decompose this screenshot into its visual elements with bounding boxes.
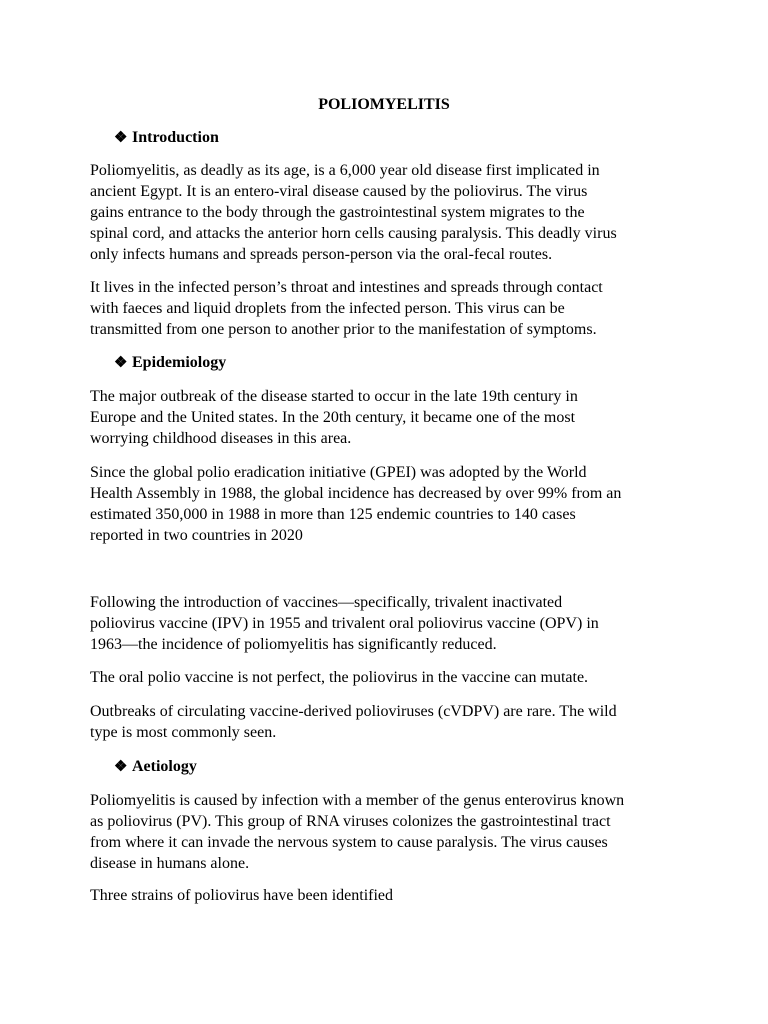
text-line: reported in two countries in 2020 <box>90 527 303 544</box>
paragraph-introduction-2 <box>90 277 690 340</box>
text-line: Health Assembly in 1988, the global incidence has decreased by over 99% from an <box>90 485 622 502</box>
text-line: gains entrance to the body through the gastrointestinal system migrates to the <box>90 204 585 221</box>
text-line: Poliomyelitis, as deadly as its age, is a 6,000 year old disease first implicated in <box>90 162 600 179</box>
paragraph-aetiology-2 <box>90 885 690 906</box>
text-line: transmitted from one person to another prior to the manifestation of symptoms. <box>90 321 597 338</box>
heading-aetiology-label: Aetiology <box>132 758 197 775</box>
text-line: poliovirus vaccine (IPV) in 1955 and trivalent oral poliovirus vaccine (OPV) in <box>90 615 599 632</box>
text-line: from where it can invade the nervous system to cause paralysis. The virus causes <box>90 834 608 851</box>
text-line: It lives in the infected person’s throat and intestines and spreads through contact <box>90 279 603 296</box>
text-line: as poliovirus (PV). This group of RNA viruses colonizes the gastrointestinal tract <box>90 813 611 830</box>
text-line: Following the introduction of vaccines—specifically, trivalent inactivated <box>90 594 563 611</box>
text-line: type is most commonly seen. <box>90 724 277 741</box>
diamond-bullet-icon: ❖ <box>114 355 128 371</box>
text-line: Since the global polio eradication initiative (GPEI) was adopted by the World <box>90 464 587 481</box>
paragraph-epidemiology-5 <box>90 701 690 743</box>
text-line: The major outbreak of the disease started to occur in the late 19th century in <box>90 388 578 405</box>
text-line: disease in humans alone. <box>90 855 250 872</box>
text-line: Three strains of poliovirus have been identified <box>90 887 394 904</box>
heading-epidemiology <box>114 353 226 373</box>
text-line: Europe and the United states. In the 20th century, it became one of the most <box>90 409 576 426</box>
text-line: The oral polio vaccine is not perfect, the poliovirus in the vaccine can mutate. <box>90 669 589 686</box>
heading-aetiology <box>114 757 197 777</box>
paragraph-epidemiology-1 <box>90 386 690 449</box>
text-line: with faeces and liquid droplets from the infected person. This virus can be <box>90 300 565 317</box>
paragraph-epidemiology-2 <box>90 462 690 546</box>
text-line: Outbreaks of circulating vaccine-derived polioviruses (cVDPV) are rare. The wild <box>90 703 617 720</box>
text-line: worrying childhood diseases in this area. <box>90 430 352 447</box>
text-line: spinal cord, and attacks the anterior horn cells causing paralysis. This deadly virus <box>90 225 617 242</box>
paragraph-introduction-1 <box>90 160 690 265</box>
text-line: Poliomyelitis is caused by infection with a member of the genus enterovirus known <box>90 792 625 809</box>
text-line: ancient Egypt. It is an entero-viral disease caused by the poliovirus. The virus <box>90 183 588 200</box>
text-line: only infects humans and spreads person-person via the oral-fecal routes. <box>90 246 553 263</box>
text-line: estimated 350,000 in 1988 in more than 125 endemic countries to 140 cases <box>90 506 576 523</box>
heading-introduction-label: Introduction <box>132 129 219 146</box>
diamond-bullet-icon: ❖ <box>114 130 128 146</box>
heading-epidemiology-label: Epidemiology <box>132 354 227 371</box>
paragraph-epidemiology-4 <box>90 667 690 688</box>
paragraph-epidemiology-3 <box>90 592 690 655</box>
heading-introduction <box>114 128 219 148</box>
document-title: POLIOMYELITIS <box>318 96 450 113</box>
diamond-bullet-icon: ❖ <box>114 759 128 775</box>
text-line: 1963—the incidence of poliomyelitis has significantly reduced. <box>90 636 497 653</box>
paragraph-aetiology-1 <box>90 790 690 874</box>
